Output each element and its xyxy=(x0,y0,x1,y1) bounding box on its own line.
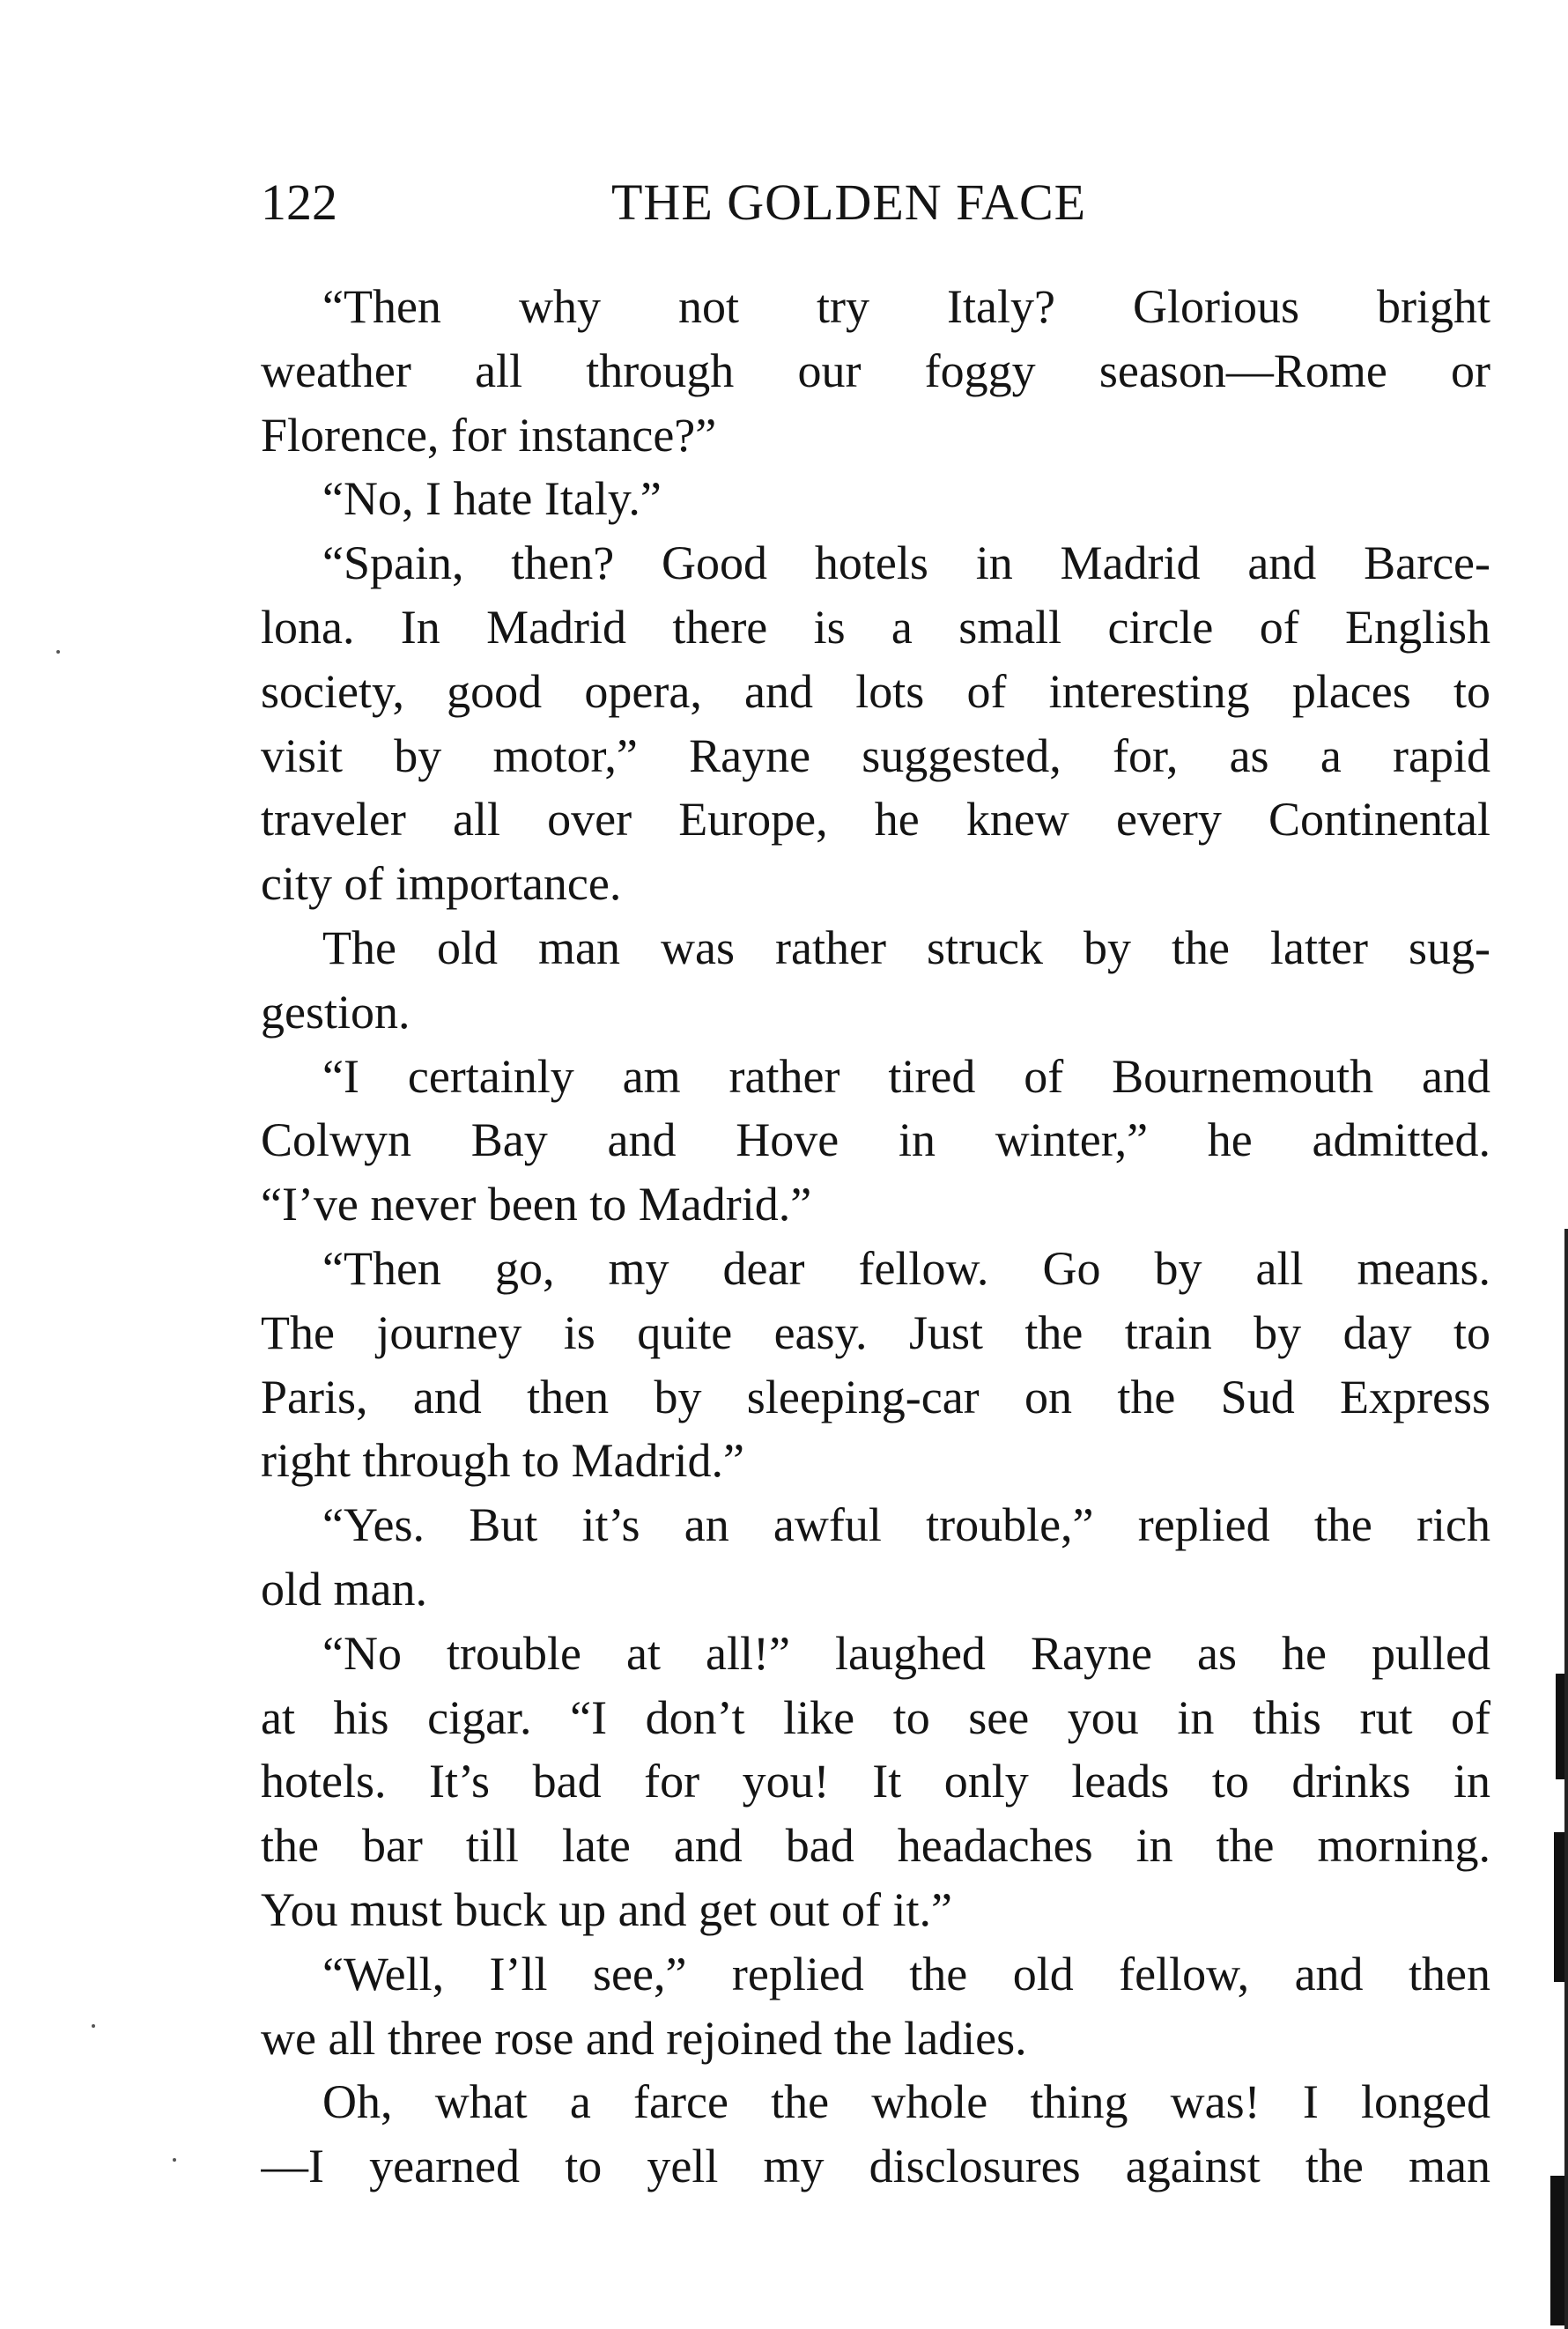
text-line: city of importance. xyxy=(261,857,622,911)
text-line: —I yearned to yell my disclosures against the man xyxy=(261,2140,1490,2193)
running-title: THE GOLDEN FACE xyxy=(611,174,1087,231)
text-line: “No, I hate Italy.” xyxy=(322,472,662,526)
text-line: “Spain, then? Good hotels in Madrid and Barce- xyxy=(322,536,1490,590)
text-line: hotels. It’s bad for you! It only leads to drinks in xyxy=(261,1755,1490,1808)
scan-edge-shadow xyxy=(1564,1229,1568,2329)
scan-edge-blot xyxy=(1550,2176,1564,2325)
scan-speck xyxy=(173,2158,176,2162)
text-line: society, good opera, and lots of interesting places to xyxy=(261,664,1490,718)
page-number: 122 xyxy=(261,174,337,231)
text-line: “Yes. But it’s an awful trouble,” replied the rich xyxy=(322,1498,1490,1552)
text-line: You must buck up and get out of it.” xyxy=(261,1882,952,1936)
text-line: “I certainly am rather tired of Bournemouth and xyxy=(322,1049,1490,1103)
scan-edge-blot xyxy=(1556,1674,1564,1779)
text-line: old man. xyxy=(261,1562,427,1616)
text-line: the bar till late and bad headaches in the morning. xyxy=(261,1819,1490,1873)
text-line: The journey is quite easy. Just the train by day to xyxy=(261,1305,1490,1359)
text-line: “Then go, my dear fellow. Go by all means. xyxy=(322,1241,1490,1295)
text-line: “Well, I’ll see,” replied the old fellow, and then xyxy=(322,1947,1490,2000)
text-line: visit by motor,” Rayne suggested, for, as a rapid xyxy=(261,728,1490,782)
text-line: “I’ve never been to Madrid.” xyxy=(261,1178,812,1231)
page-header xyxy=(261,167,1494,238)
text-line: right through to Madrid.” xyxy=(261,1434,744,1488)
text-line: Florence, for instance?” xyxy=(261,408,717,462)
body-text xyxy=(261,275,1490,2199)
scan-speck xyxy=(92,2024,95,2028)
text-line: weather all through our foggy season—Rome or xyxy=(261,344,1490,397)
text-line: at his cigar. “I don’t like to see you in this rut of xyxy=(261,1690,1490,1744)
text-line: we all three rose and rejoined the ladies. xyxy=(261,2011,1027,2065)
scan-edge-blot xyxy=(1554,1832,1564,1982)
scan-speck xyxy=(56,650,60,654)
text-line: “Then why not try Italy? Glorious bright xyxy=(322,280,1490,333)
text-line: Paris, and then by sleeping-car on the Sud Express xyxy=(261,1370,1490,1423)
text-line: gestion. xyxy=(261,985,410,1039)
text-line: Oh, what a farce the whole thing was! I longed xyxy=(322,2075,1490,2129)
text-line: “No trouble at all!” laughed Rayne as he pulled xyxy=(322,1626,1490,1680)
text-line: The old man was rather struck by the latter sug- xyxy=(322,921,1490,974)
text-line: Colwyn Bay and Hove in winter,” he admitted. xyxy=(261,1113,1490,1167)
text-line: lona. In Madrid there is a small circle of English xyxy=(261,600,1490,654)
text-line: traveler all over Europe, he knew every Continental xyxy=(261,793,1490,847)
